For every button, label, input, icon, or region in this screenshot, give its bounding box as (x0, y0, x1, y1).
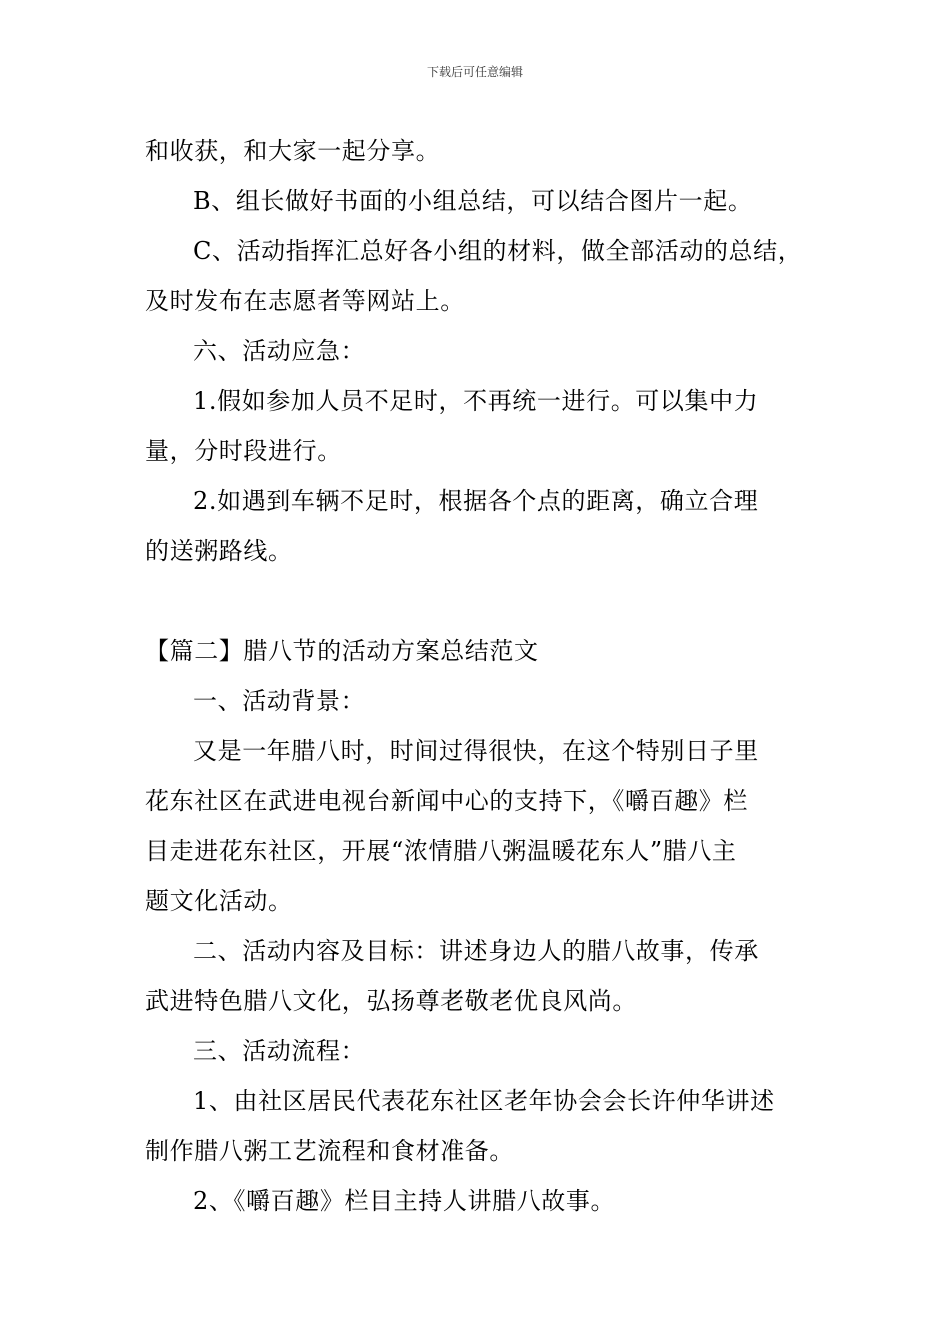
paragraph-line: 和收获，和大家一起分享。 (145, 137, 441, 165)
paragraph-line: 1.假如参加人员不足时，不再统一进行。可以集中力 (193, 387, 759, 415)
document-body (145, 126, 810, 1226)
paragraph-line: 1、由社区居民代表花东社区老年协会会长许仲华讲述 (193, 1087, 775, 1115)
paragraph-line: 二、活动内容及目标：讲述身边人的腊八故事，传承 (193, 937, 759, 965)
section-heading: 六、活动应急： (193, 337, 366, 365)
paragraph-line: 2.如遇到车辆不足时，根据各个点的距离，确立合理 (193, 487, 759, 515)
paragraph-line: 的送粥路线。 (145, 537, 293, 565)
paragraph-line: 2、《嚼百趣》栏目主持人讲腊八故事。 (193, 1187, 616, 1215)
paragraph-line: 花东社区在武进电视台新闻中心的支持下，《嚼百趣》栏 (145, 787, 748, 815)
paragraph-line: 目走进花东社区，开展“浓情腊八粥温暖花东人”腊八主 (145, 837, 737, 865)
paragraph-line: B、组长做好书面的小组总结，可以结合图片一起。 (193, 187, 753, 215)
paragraph-line: C、活动指挥汇总好各小组的材料，做全部活动的总结， (193, 237, 803, 265)
paragraph-line: 题文化活动。 (145, 887, 293, 915)
article-title: 【篇二】腊八节的活动方案总结范文 (145, 637, 539, 665)
section-heading: 一、活动背景： (193, 687, 366, 715)
paragraph-line: 制作腊八粥工艺流程和食材准备。 (145, 1137, 514, 1165)
paragraph-line: 武进特色腊八文化，弘扬尊老敬老优良风尚。 (145, 987, 637, 1015)
paragraph-line: 又是一年腊八时，时间过得很快，在这个特别日子里 (193, 737, 759, 765)
paragraph-line: 及时发布在志愿者等网站上。 (145, 287, 465, 315)
paragraph-line: 量，分时段进行。 (145, 437, 342, 465)
section-heading: 三、活动流程： (193, 1037, 366, 1065)
page-header-note: 下载后可任意编辑 (426, 65, 523, 79)
section-spacer (145, 576, 810, 626)
